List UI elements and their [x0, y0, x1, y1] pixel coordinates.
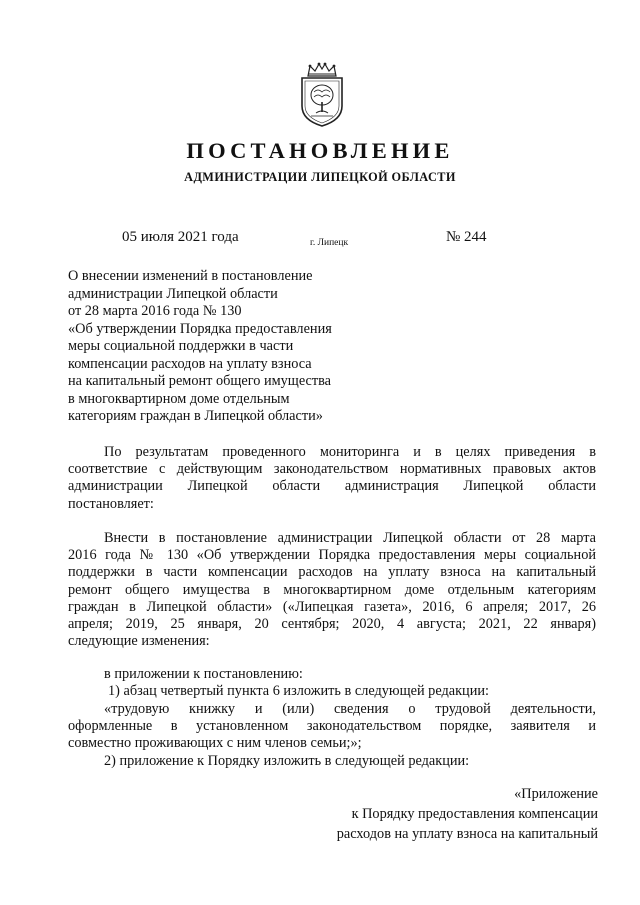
preamble-paragraph: [68, 444, 596, 513]
appendix-header: [337, 784, 598, 844]
main-paragraph: [68, 530, 596, 650]
subject-line: категориям граждан в Липецкой области»: [68, 408, 323, 424]
main-line: ремонт общего имущества в многоквартирном доме отдельным категориям: [68, 581, 596, 598]
quote-line: «трудовую книжку и (или) сведения о трудовой деятельности,: [104, 701, 596, 717]
appendix-line: «Приложение: [514, 786, 598, 802]
quote-line: оформленные в установленном законодательством порядке, заявителя и: [68, 718, 596, 735]
subject-line: от 28 марта 2016 года № 130: [68, 303, 242, 319]
change-item-2: 2) приложение к Порядку изложить в следующей редакции:: [104, 753, 470, 769]
issuing-authority: АДМИНИСТРАЦИИ ЛИПЕЦКОЙ ОБЛАСТИ: [184, 170, 456, 184]
preamble-line: администрации Липецкой области администрация Липецкой области: [68, 478, 596, 495]
main-line: следующие изменения:: [68, 633, 210, 650]
subject-line: меры социальной поддержки в части: [68, 338, 294, 354]
document-title: ПОСТАНОВЛЕНИЕ: [186, 138, 454, 163]
document-number: № 244: [446, 229, 487, 245]
change-item-1: 1) абзац четвертый пункта 6 изложить в следующей редакции:: [108, 683, 489, 700]
changes-intro: в приложении к постановлению:: [104, 666, 303, 682]
subject-line: в многоквартирном доме отдельным: [68, 390, 290, 407]
coat-of-arms-emblem-icon: [296, 62, 348, 128]
appendix-line: расходов на уплату взноса на капитальный: [336, 826, 598, 842]
quoted-text: [68, 701, 596, 753]
main-line: поддержки в части компенсации расходов на уплату взноса на капитальный: [68, 564, 596, 581]
main-line: 2016 года № 130 «Об утверждении Порядка предоставления меры социальной: [68, 547, 596, 564]
subject-line: администрации Липецкой области: [68, 285, 278, 302]
document-date: 05 июля 2021 года: [122, 229, 239, 245]
subject-line: «Об утверждении Порядка предоставления: [68, 320, 332, 337]
main-line: граждан в Липецкой области» («Липецкая газета», 2016, 6 апреля; 2017, 26: [68, 598, 596, 615]
change-item-2-block: [68, 753, 596, 770]
preamble-line: соответствие с действующим законодательством нормативных правовых актов: [68, 461, 596, 478]
subject-line: О внесении изменений в постановление: [68, 268, 313, 284]
main-line: апреля; 2019, 25 января, 20 сентября; 2020, 4 августа; 2021, 22 января): [68, 615, 596, 632]
document-subject: [68, 268, 332, 426]
preamble-line: постановляет:: [68, 495, 154, 512]
subject-line: компенсации расходов на уплату взноса: [68, 355, 312, 372]
quote-line: совместно проживающих с ним членов семьи;»;: [68, 735, 362, 752]
main-line: Внести в постановление администрации Липецкой области от 28 марта: [104, 530, 596, 546]
appendix-line: к Порядку предоставления компенсации: [351, 806, 598, 822]
document-city: г. Липецк: [310, 238, 349, 248]
subject-line: на капитальный ремонт общего имущества: [68, 373, 332, 389]
preamble-line: По результатам проведенного мониторинга и в целях приведения в: [104, 444, 596, 460]
changes-intro-block: [68, 666, 596, 700]
